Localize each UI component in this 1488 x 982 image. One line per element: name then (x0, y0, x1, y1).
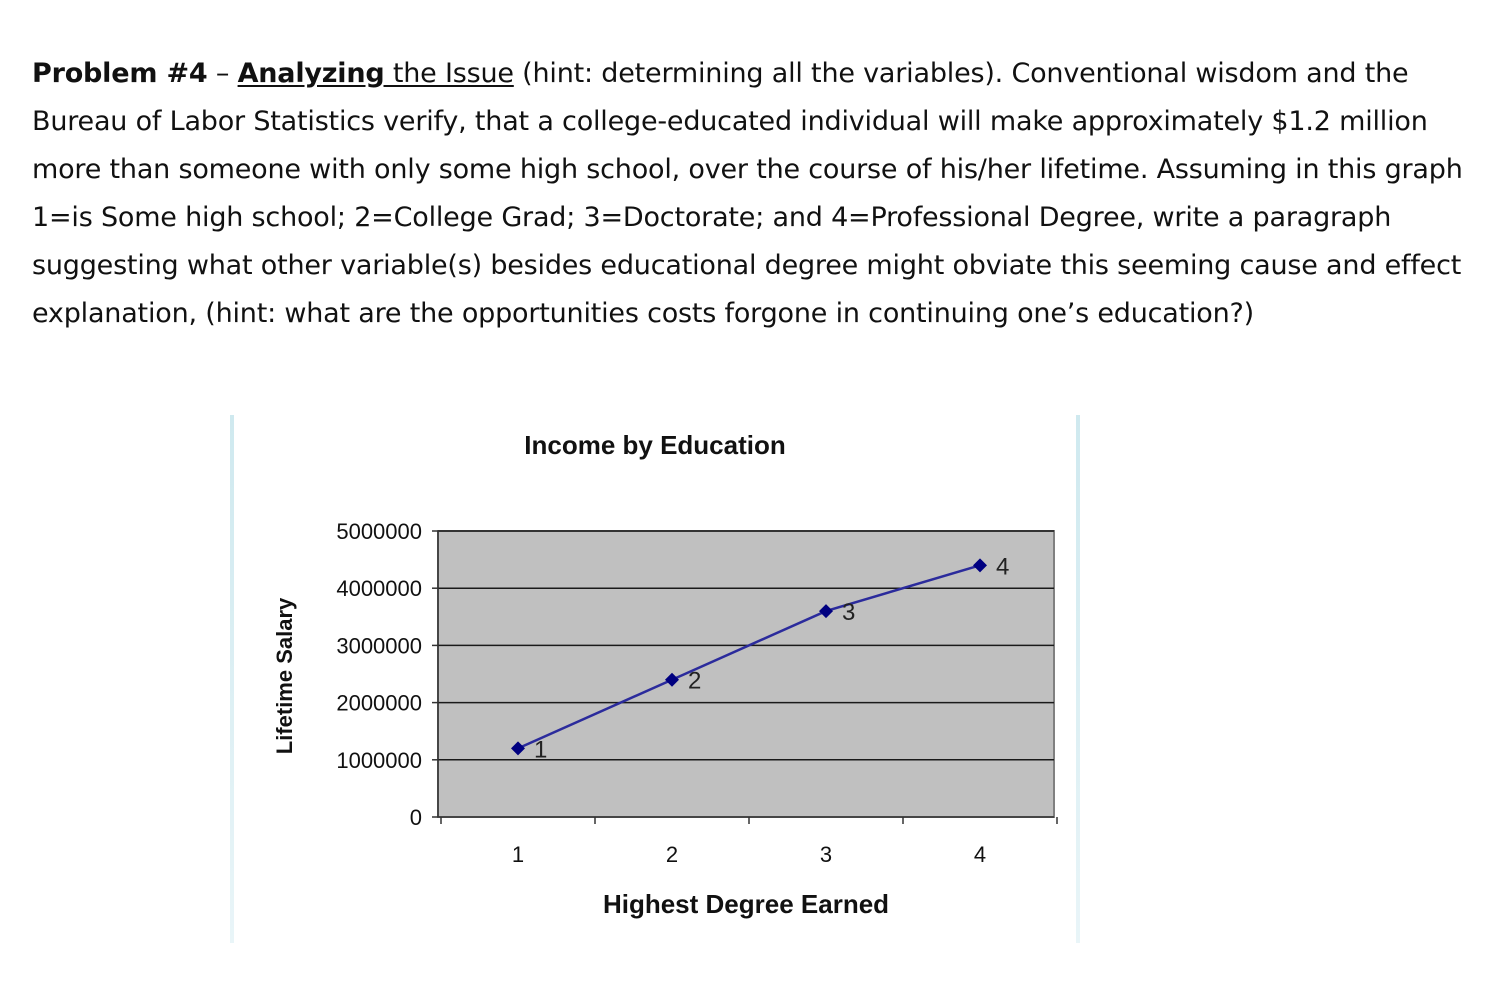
problem-body: (hint: determining all the variables). Conventional wisdom and the Bureau of Labor Statistics verify, that a college-educated individual will make approximately $1.2 million more than someone with only some high school, over the course of his/her lifetime. Assuming in this graph 1=is Some high school; 2=College Grad; 3=Doctorate; and 4=Professional Degree, write a paragraph suggesting what other variable(s) besides educational degree might obviate this seeming cause and effect explanation, (hint: what are the opportunities costs forgone in continuing one’s education?) (32, 58, 1463, 329)
y-tick-label: 4000000 (336, 576, 422, 602)
y-tick-label: 1000000 (336, 747, 422, 773)
x-tick-label: 2 (665, 842, 679, 867)
data-point-label: 4 (996, 553, 1010, 581)
x-tick-label: 1 (511, 842, 525, 867)
data-point-label: 2 (688, 667, 702, 695)
analyzing-word: Analyzing (237, 58, 385, 89)
x-tick-label: 4 (973, 842, 987, 867)
problem-heading: Problem #4 (32, 58, 208, 89)
x-axis-label: Highest Degree Earned (602, 889, 890, 919)
y-tick-label: 2000000 (336, 690, 422, 716)
chart-title: Income by Education (524, 430, 786, 460)
the-issue-text: the Issue (384, 58, 514, 89)
y-tick-label: 3000000 (336, 633, 422, 659)
y-tick-label: 0 (409, 805, 422, 830)
data-point-label: 1 (534, 736, 548, 764)
heading-dash: – (207, 58, 238, 89)
y-tick-label: 5000000 (336, 519, 422, 544)
plot-area (438, 531, 1054, 817)
x-tick-label: 3 (819, 842, 833, 867)
data-point-label: 3 (842, 599, 856, 627)
y-axis-label: Lifetime Salary (272, 597, 297, 755)
